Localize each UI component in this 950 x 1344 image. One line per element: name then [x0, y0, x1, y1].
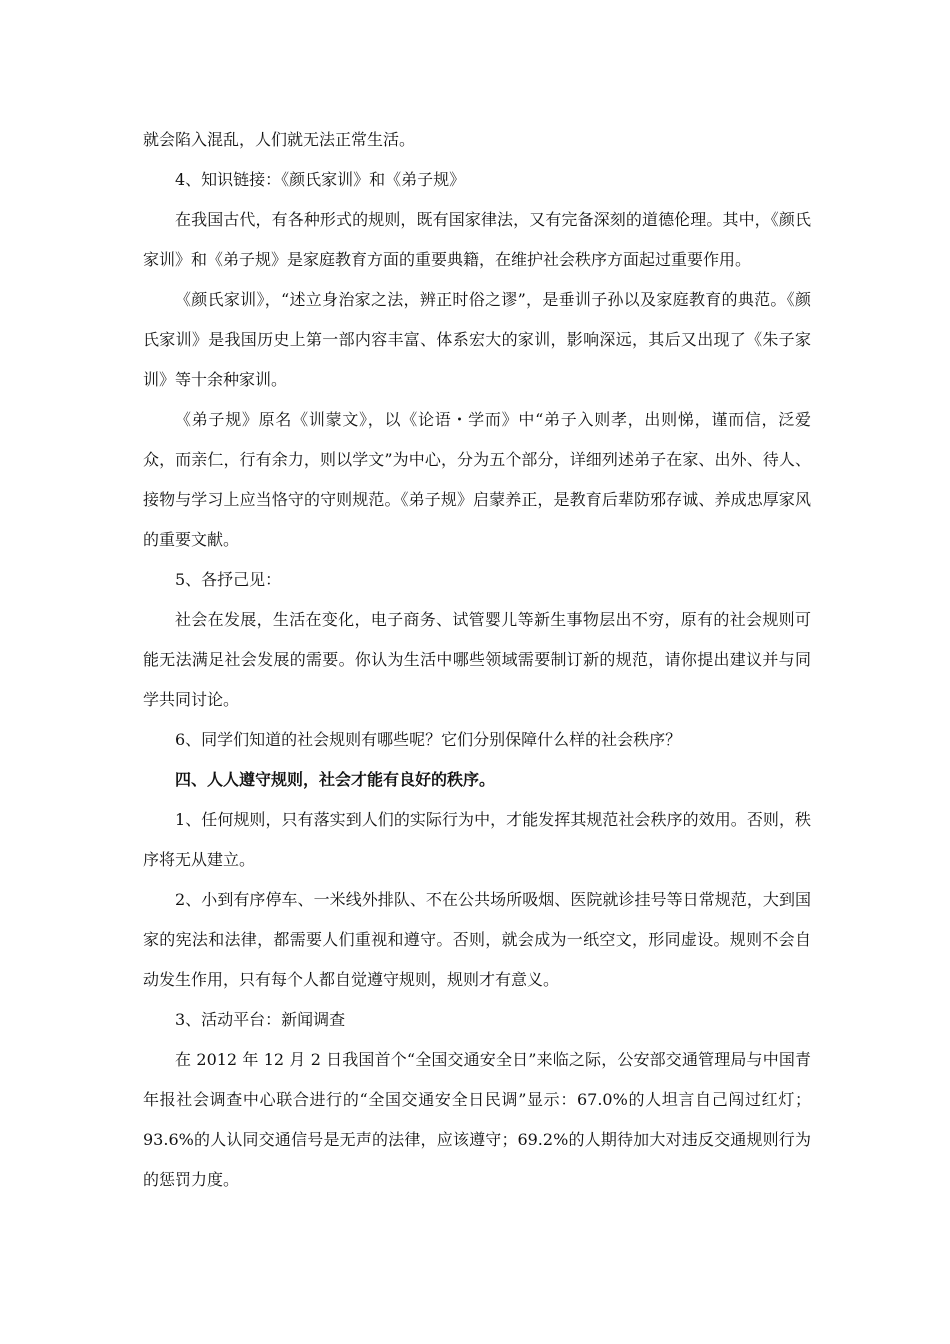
- paragraph-point-1: 1、任何规则，只有落实到人们的实际行为中，才能发挥其规范社会秩序的效用。否则，秩序将无从建立。: [143, 810, 811, 869]
- paragraph-point-2: 2、小到有序停车、一米线外排队、不在公共场所吸烟、医院就诊挂号等日常规范，大到国家的宪法和法律，都需要人们重视和遵守。否则，就会成为一纸空文，形同虚设。规则不会自动发生作用，只有每个人都自觉遵守规则，规则才有意义。: [143, 890, 811, 989]
- heading-express-views: 5、各抒己见：: [175, 570, 282, 589]
- document-body: [143, 120, 811, 1200]
- paragraph-news-survey: 在 2012 年 12 月 2 日我国首个“全国交通安全日”来临之际，公安部交通管理局与中国青年报社会调查中心联合进行的“全国交通安全日民调”显示：67.0%的人坦言自己闯过红灯；93.6%的人认同交通信号是无声的法律，应该遵守；69.2%的人期待加大对违反交通规则行为的惩罚力度。: [143, 1050, 811, 1189]
- section-heading-four: 四、人人遵守规则，社会才能有良好的秩序。: [175, 770, 496, 789]
- paragraph-ancient-rules: 在我国古代，有各种形式的规则，既有国家律法，又有完备深刻的道德伦理。其中，《颜氏家训》和《弟子规》是家庭教育方面的重要典籍，在维护社会秩序方面起过重要作用。: [143, 210, 811, 269]
- question-social-rules: 6、同学们知道的社会规则有哪些呢？它们分别保障什么样的社会秩序？: [175, 730, 682, 749]
- heading-knowledge-link: 4、知识链接：《颜氏家训》和《弟子规》: [175, 170, 466, 189]
- paragraph-new-rules: 社会在发展，生活在变化，电子商务、试管婴儿等新生事物层出不穷，原有的社会规则可能无法满足社会发展的需要。你认为生活中哪些领域需要制订新的规范，请你提出建议并与同学共同讨论。: [143, 610, 811, 709]
- heading-activity-platform: 3、活动平台：新闻调查: [175, 1010, 346, 1029]
- paragraph-yanshi-jiaxun: 《颜氏家训》，“述立身治家之法，辨正时俗之谬”，是垂训子孙以及家庭教育的典范。《颜氏家训》是我国历史上第一部内容丰富、体系宏大的家训，影响深远，其后又出现了《朱子家训》等十余种家训。: [143, 290, 811, 389]
- paragraph-dizigui: 《弟子规》原名《训蒙文》，以《论语・学而》中“弟子入则孝，出则悌，谨而信，泛爱众，而亲仁，行有余力，则以学文”为中心，分为五个部分，详细列述弟子在家、出外、待人、接物与学习上应当恪守的守则规范。《弟子规》启蒙养正，是教育后辈防邪存诚、养成忠厚家风的重要文献。: [143, 410, 811, 549]
- paragraph-continuation: 就会陷入混乱，人们就无法正常生活。: [143, 130, 416, 149]
